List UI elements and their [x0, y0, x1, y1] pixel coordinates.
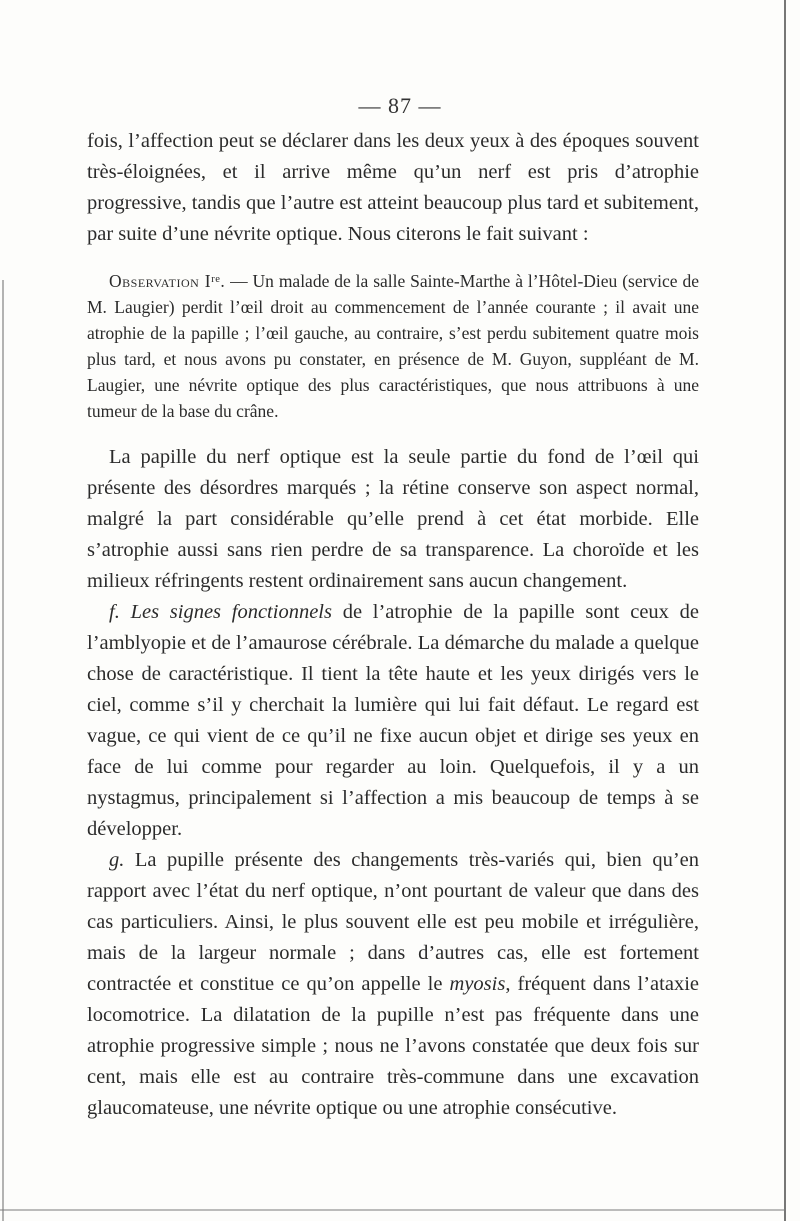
page-number: — 87 —	[358, 93, 442, 118]
paragraph-signes-fonctionnels	[87, 597, 699, 845]
pupille-text-b: , fréquent dans l’ataxie locomotrice. La dilatation de la pupille n’est pas fréquente dans une atrophie progressive simple ; nous ne l’avons constatée que deux fois sur cent, mais elle est au contraire très-commune dans une excavation glaucomateuse, une névrite optique ou une atrophie consécutive.	[87, 973, 699, 1119]
section-heading-signes: Les signes fonctionnels	[130, 601, 332, 623]
observation-paragraph	[87, 268, 699, 424]
paragraph-continuation: fois, l’affection peut se déclarer dans les deux yeux à des époques souvent très-éloignées, et il arrive même qu’un nerf est pris d’atrophie progressive, tandis que l’autre est atteint beaucoup plus tard et subitement, par suite d’une névrite optique. Nous citerons le fait suivant :	[87, 130, 699, 245]
paragraph-pupille	[87, 845, 699, 1124]
observation-text: — Un malade de la salle Sainte-Marthe à l’Hôtel-Dieu (service de M. Laugier) perdit l’œil droit au commencement de l’année courante ; il avait une atrophie de la papille ; l’œil gauche, au contraire, s’est perdu subitement quatre mois plus tard, et nous avons pu constater, en présence de M. Guyon, suppléant de M. Laugier, une névrite optique des plus caractéristiques, que nous attribuons à une tumeur de la base du crâne.	[87, 271, 699, 421]
page-edge-bottom	[0, 1209, 786, 1211]
observation-label: Observation Iʳᵉ.	[109, 271, 226, 291]
term-myosis: myosis	[449, 973, 506, 995]
section-letter-f: f.	[109, 601, 131, 623]
section-letter-g: g.	[109, 849, 125, 871]
signes-text: de l’atrophie de la papille sont ceux de l’amblyopie et de l’amaurose cérébrale. La démarche du malade a quelque chose de caractéristique. Il tient la tête haute et les yeux dirigés vers le ciel, comme s’il y cherchait la lumière qui lui fait défaut. Le regard est vague, ce qui vient de ce qu’il ne fixe aucun objet et dirige ses yeux en face de lui comme pour regarder au loin. Quelquefois, il y a un nystagmus, principalement si l’affection a mis beaucoup de temps à se développer.	[87, 601, 700, 840]
page-edge-left	[2, 280, 4, 1221]
paragraph-papille: La papille du nerf optique est la seule partie du fond de l’œil qui présente des désordres marqués ; la rétine conserve son aspect normal, malgré la part considérable qu’elle prend à cet état morbide. Elle s’atrophie aussi sans rien perdre de sa transparence. La choroïde et les milieux réfringents restent ordinairement sans aucun changement.	[87, 446, 699, 592]
page-body	[87, 126, 699, 1124]
pupille-text-a: La pupille présente des changements très-variés qui, bien qu’en rapport avec l’état du nerf optique, n’ont pourtant de valeur que dans des cas particuliers. Ainsi, le plus souvent elle est peu mobile et irrégulière, mais de la largeur normale ; dans d’autres cas, elle est fortement contractée et constitue ce qu’on appelle le	[87, 849, 699, 995]
page-edge-right	[784, 0, 786, 1221]
